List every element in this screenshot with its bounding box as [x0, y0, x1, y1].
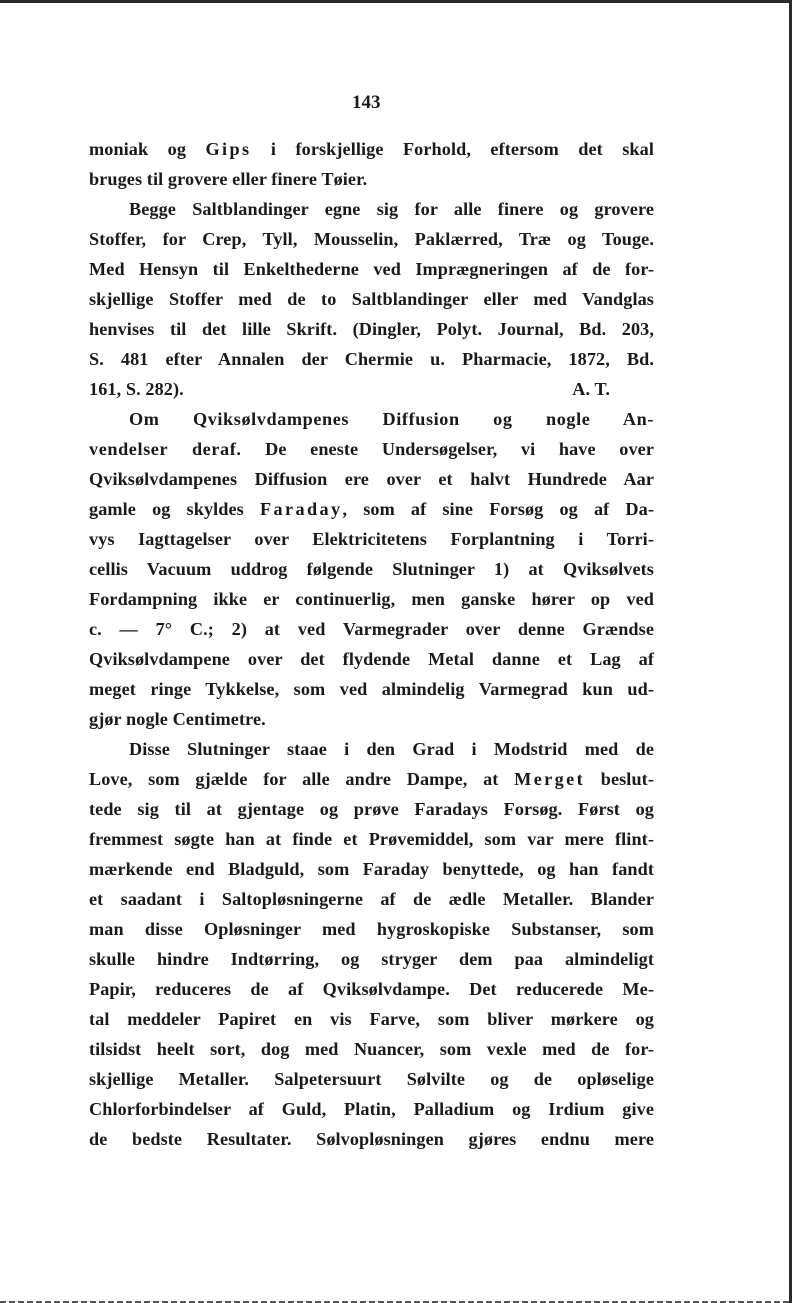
text-run: et saadant i Saltopløsningerne af de ædle Metaller. Blander	[89, 889, 654, 909]
text-line	[89, 914, 654, 944]
text-line	[89, 1064, 654, 1094]
text-line	[89, 644, 654, 674]
text-line	[89, 674, 654, 704]
text-run: man disse Opløsninger med hygroskopiske Substanser, som	[89, 919, 654, 939]
text-line	[89, 344, 654, 374]
text-run: i forskjellige Forhold, eftersom det skal	[251, 139, 654, 159]
text-run: Qviksølvdampenes Diffusion ere over et halvt Hundrede Aar	[89, 469, 654, 489]
text-run: Med Hensyn til Enkelthederne ved Imprægneringen af de for-	[89, 259, 654, 279]
text-run: S. 481 efter Annalen der Chermie u. Pharmacie, 1872, Bd.	[89, 349, 654, 369]
text-run: meget ringe Tykkelse, som ved almindelig Varmegrad kun ud-	[89, 679, 654, 699]
text-run: tal meddeler Papiret en vis Farve, som bliver mørkere og	[89, 1009, 654, 1029]
text-line	[89, 554, 654, 584]
text-run: 161, S. 282).	[89, 379, 184, 399]
author-signature: A. T.	[572, 379, 610, 399]
text-line	[89, 734, 654, 764]
spaced-name: Gips	[205, 139, 252, 159]
text-line	[89, 404, 654, 434]
text-line	[89, 434, 654, 464]
text-line	[89, 794, 654, 824]
text-run: Disse Slutninger staae i den Grad i Modstrid med de	[129, 739, 654, 759]
text-line	[89, 944, 654, 974]
section-heading: vendelser deraf.	[89, 439, 242, 459]
text-run: Papir, reduceres de af Qviksølvdampe. Det reducerede Me-	[89, 979, 654, 999]
text-run: moniak og	[89, 139, 206, 159]
text-line	[89, 314, 654, 344]
text-run: Fordampning ikke er continuerlig, men ganske hører op ved	[89, 589, 654, 609]
text-run: henvises til det lille Skrift. (Dingler, Polyt. Journal, Bd. 203,	[89, 319, 654, 339]
text-line	[89, 1034, 654, 1064]
body-text	[89, 134, 654, 1154]
text-run: mærkende end Bladguld, som Faraday benyttede, og han fandt	[89, 859, 654, 879]
text-run: c. — 7° C.; 2) at ved Varmegrader over denne Grændse	[89, 619, 654, 639]
text-line	[89, 494, 654, 524]
text-run: bruges til grovere eller finere Tøier.	[89, 169, 368, 189]
text-run: Qviksølvdampene over det flydende Metal danne et Lag af	[89, 649, 654, 669]
text-run: skulle hindre Indtørring, og stryger dem paa almindeligt	[89, 949, 654, 969]
text-run: fremmest søgte han at finde et Prøvemiddel, som var mere flint-	[89, 829, 654, 849]
text-run: gamle og skyldes	[89, 499, 260, 519]
text-line	[89, 1004, 654, 1034]
text-line	[89, 854, 654, 884]
text-line	[89, 614, 654, 644]
text-run: cellis Vacuum uddrog følgende Slutninger 1) at Qviksølvets	[89, 559, 654, 579]
text-run: Chlorforbindelser af Guld, Platin, Palladium og Irdium give	[89, 1099, 654, 1119]
text-run: beslut-	[585, 769, 654, 789]
text-line	[89, 884, 654, 914]
text-run: skjellige Stoffer med de to Saltblandinger eller med Vandglas	[89, 289, 654, 309]
text-line	[89, 974, 654, 1004]
page-edge-top	[0, 0, 792, 3]
text-run: Love, som gjælde for alle andre Dampe, at	[89, 769, 515, 789]
page-number: 143	[352, 92, 381, 113]
text-run: de bedste Resultater. Sølvopløsningen gjøres endnu mere	[89, 1129, 654, 1149]
text-line	[89, 194, 654, 224]
spaced-name: Faraday	[259, 499, 343, 519]
text-line	[89, 704, 654, 734]
text-line	[89, 764, 654, 794]
text-line	[89, 524, 654, 554]
text-line	[89, 464, 654, 494]
section-heading: Om Qviksølvdampenes Diffusion og nogle An-	[129, 409, 654, 429]
text-run: vys Iagttagelser over Elektricitetens Forplantning i Torri-	[89, 529, 654, 549]
text-line	[89, 284, 654, 314]
text-run: tilsidst heelt sort, dog med Nuancer, som vexle med de for-	[89, 1039, 654, 1059]
text-line	[89, 824, 654, 854]
text-run: Begge Saltblandinger egne sig for alle finere og grovere	[129, 199, 654, 219]
text-line	[89, 584, 654, 614]
text-line	[89, 1094, 654, 1124]
text-line	[89, 164, 654, 194]
text-line	[89, 374, 654, 404]
text-run: gjør nogle Centimetre.	[89, 709, 266, 729]
text-line	[89, 134, 654, 164]
text-run: tede sig til at gjentage og prøve Faradays Forsøg. Først og	[89, 799, 654, 819]
text-run: , som af sine Forsøg og af Da-	[342, 499, 654, 519]
text-run: Stoffer, for Crep, Tyll, Mousselin, Paklærred, Træ og Touge.	[89, 229, 654, 249]
text-line	[89, 224, 654, 254]
text-run: De eneste Undersøgelser, vi have over	[241, 439, 654, 459]
text-run: skjellige Metaller. Salpetersuurt Sølvilte og de opløselige	[89, 1069, 654, 1089]
spaced-name: Merget	[514, 769, 586, 789]
text-line	[89, 1124, 654, 1154]
text-line	[89, 254, 654, 284]
